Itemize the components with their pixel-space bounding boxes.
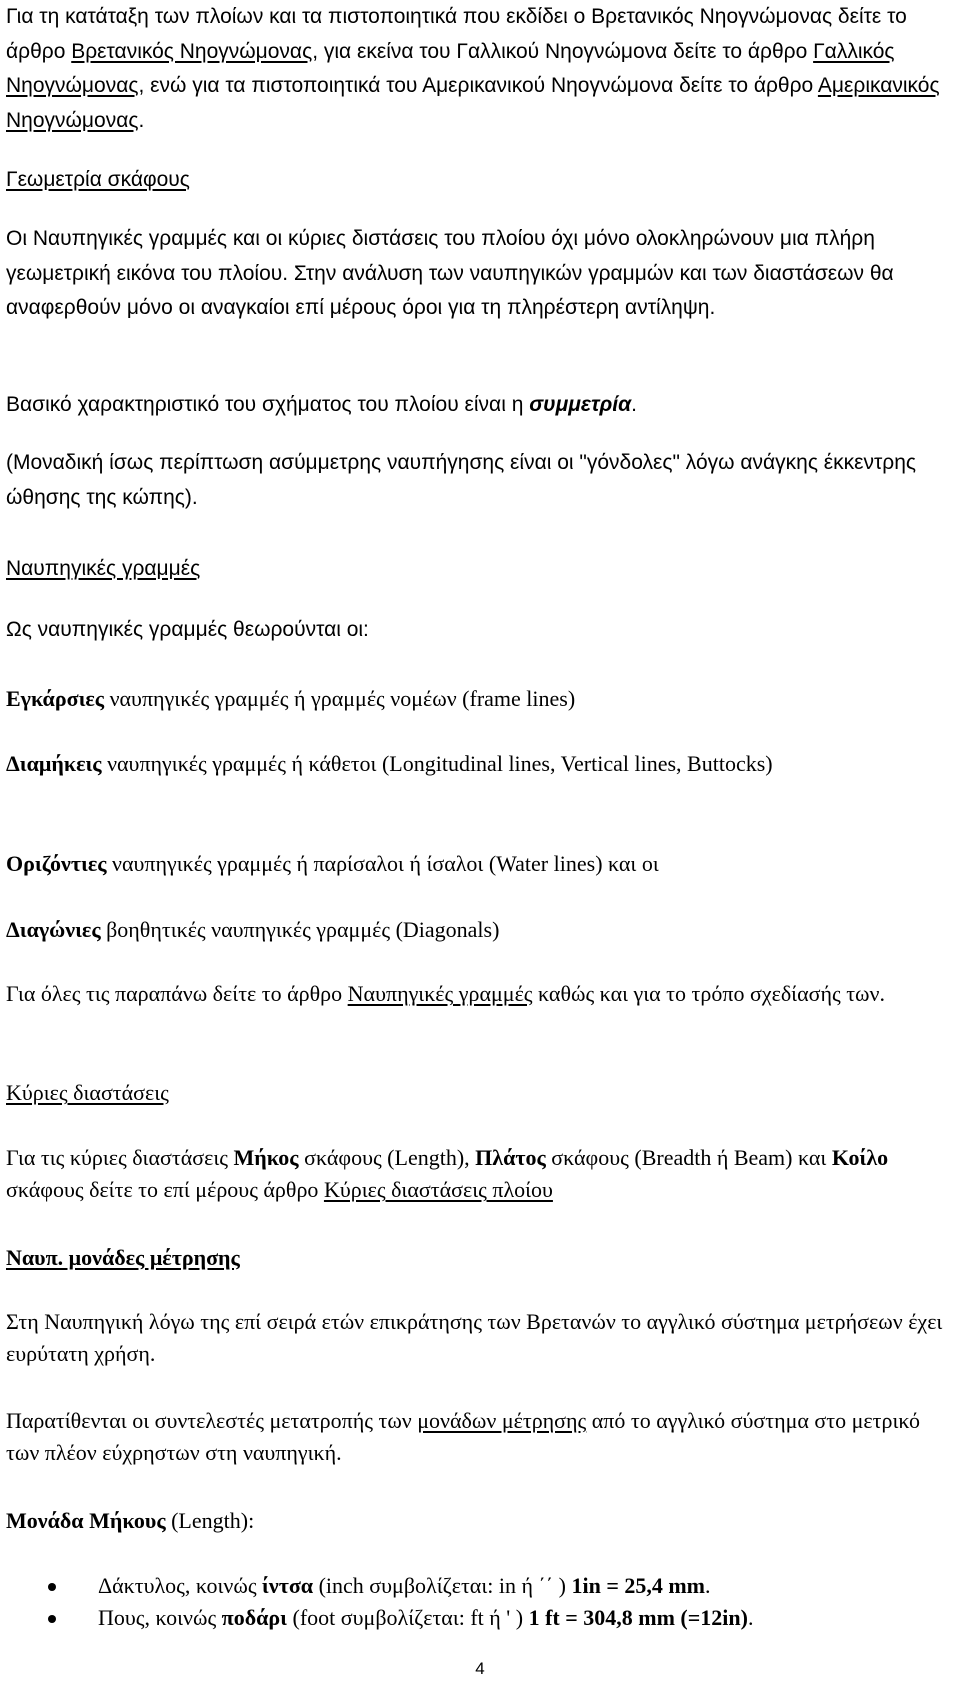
units-paragraph-1: Στη Ναυπηγική λόγω της επί σειρά ετών επικράτησης των Βρετανών το αγγλικό σύστημα μετρήσεων έχει ευρύτατη χρήση.: [6, 1309, 943, 1366]
link-main-dimensions[interactable]: Κύριες διαστάσεις πλοίου: [323, 1177, 553, 1202]
inch-end: .: [705, 1573, 711, 1598]
link-american-registry[interactable]: Αμερικανικός Νηογνώμονας: [6, 74, 940, 132]
foot-conversion: 1 ft = 304,8 mm (=12in): [528, 1605, 748, 1630]
dim-text-2: σκάφους (Length),: [298, 1145, 476, 1170]
dim-text-4: σκάφους δείτε το επί μέρους άρθρο: [6, 1177, 324, 1202]
inch-conversion: 1in = 25,4 mm: [571, 1573, 706, 1598]
intro-text-2: , για εκείνα του Γαλλικού Νηογνώμονα δείτε το άρθρο: [312, 39, 814, 63]
intro-text-1: Για τη κατάταξη των πλοίων και τα πιστοποιητικά που εκδίδει ο Βρετανικός Νηογνώμονας δείτε το άρθρο: [6, 5, 907, 63]
diagonal-lines: [6, 914, 946, 946]
section-heading-dimensions: Κύριες διαστάσεις: [6, 1080, 169, 1105]
symmetry-emphasis: συμμετρία: [529, 393, 632, 416]
dim-text-3: σκάφους (Breadth ή Beam) και: [545, 1145, 832, 1170]
foot-text-2: (foot συμβολίζεται: ft ή ' ): [287, 1605, 529, 1630]
diagonal-text: βοηθητικές ναυπηγικές γραμμές (Diagonals): [100, 917, 500, 942]
intro-text-3: , ενώ για τα πιστοποιητικά του Αμερικανικού Νηογνώμονα δείτε το άρθρο: [138, 74, 818, 97]
lines-reference: [6, 978, 946, 1010]
lines-intro: Ως ναυπηγικές γραμμές θεωρούνται οι:: [6, 618, 369, 641]
transverse-text: ναυπηγικές γραμμές ή γραμμές νομέων (frame lines): [104, 686, 576, 711]
horizontal-label: Οριζόντιες: [6, 851, 107, 876]
page-number: 4: [475, 1659, 485, 1678]
foot-text-1: Πους, κοινώς: [98, 1605, 222, 1630]
list-item: [6, 1570, 946, 1602]
inch-word: ίντσα: [262, 1573, 314, 1598]
geometry-paragraph: Οι Ναυπηγικές γραμμές και οι κύριες διστάσεις του πλοίου όχι μόνο ολοκληρώνουν μια πλήρη γεωμετρική εικόνα του πλοίου. Στην ανάλυση των ναυπηγικών γραμμών και των διαστάσεων θα αναφερθούν μόνο οι αναγκαίοι επί μέρους όροι για τη πληρέστερη αντίληψη.: [6, 227, 894, 319]
link-french-registry[interactable]: Γαλλικός Νηογνώμονας: [6, 39, 895, 97]
link-british-registry[interactable]: Βρετανικός Νηογνώμονας: [71, 39, 313, 63]
length-unit-bold: Μονάδα Μήκους: [6, 1508, 166, 1533]
dimensions-paragraph: [6, 1142, 946, 1206]
list-item: [6, 1602, 946, 1634]
section-heading-lines: Ναυπηγικές γραμμές: [6, 557, 201, 580]
intro-paragraph: [6, 0, 946, 138]
longitudinal-text: ναυπηγικές γραμμές ή κάθετοι (Longitudinal lines, Vertical lines, Buttocks): [101, 751, 773, 776]
section-heading-units: [6, 1242, 946, 1274]
symmetry-end: .: [631, 393, 637, 416]
units-p2-text-1: Παρατίθενται οι συντελεστές μετατροπής των: [6, 1408, 418, 1433]
link-units-of-measurement[interactable]: μονάδων μέτρησης: [417, 1408, 587, 1433]
transverse-label: Εγκάρσιες: [6, 686, 105, 711]
link-ship-lines[interactable]: Ναυπηγικές γραμμές: [347, 981, 533, 1006]
dim-text-1: Για τις κύριες διαστάσεις: [6, 1145, 234, 1170]
lines-ref-text-2: καθώς και για το τρόπο σχεδίασής των.: [532, 981, 885, 1006]
units-p2-text-2: από το αγγλικό σύστημα στο μετρικό των πλέον εύχρηστων στη ναυπηγική.: [6, 1408, 920, 1465]
length-units-list: [6, 1570, 946, 1634]
length-unit-label: [6, 1505, 946, 1537]
units-paragraph-2: [6, 1405, 946, 1469]
symmetry-paragraph: [6, 388, 946, 423]
section-heading-geometry: Γεωμετρία σκάφους: [6, 168, 190, 191]
diagonal-label: Διαγώνιες: [6, 917, 101, 942]
horizontal-text: ναυπηγικές γραμμές ή παρίσαλοι ή ίσαλοι (Water lines) και οι: [106, 851, 659, 876]
gondola-paragraph: (Μοναδική ίσως περίπτωση ασύμμετρης ναυπήγησης είναι οι "γόνδολες" λόγω ανάγκης έκκεντρης ώθησης της κώπης).: [6, 451, 917, 509]
dim-depth: Κοίλο: [831, 1145, 889, 1170]
inch-text-2: (inch συμβολίζεται: in ή ΄΄ ): [313, 1573, 572, 1598]
lines-ref-text-1: Για όλες τις παραπάνω δείτε το άρθρο: [6, 981, 348, 1006]
length-unit-text: (Length):: [165, 1508, 255, 1533]
inch-text-1: Δάκτυλος, κοινώς: [98, 1573, 263, 1598]
transverse-lines: [6, 683, 946, 715]
foot-word: ποδάρι: [221, 1605, 288, 1630]
horizontal-lines: [6, 848, 946, 880]
bullet-icon: [48, 1615, 56, 1623]
foot-end: .: [747, 1605, 754, 1630]
bullet-icon: [48, 1583, 56, 1591]
units-heading-text: Ναυπ. μονάδες μέτρησης: [6, 1245, 240, 1270]
longitudinal-lines: [6, 748, 946, 780]
symmetry-text: Βασικό χαρακτηριστικό του σχήματος του πλοίου είναι η: [6, 393, 530, 416]
dim-breadth: Πλάτος: [475, 1145, 546, 1170]
longitudinal-label: Διαμήκεις: [6, 751, 102, 776]
intro-text-4: .: [138, 108, 145, 132]
dim-length: Μήκος: [233, 1145, 299, 1170]
